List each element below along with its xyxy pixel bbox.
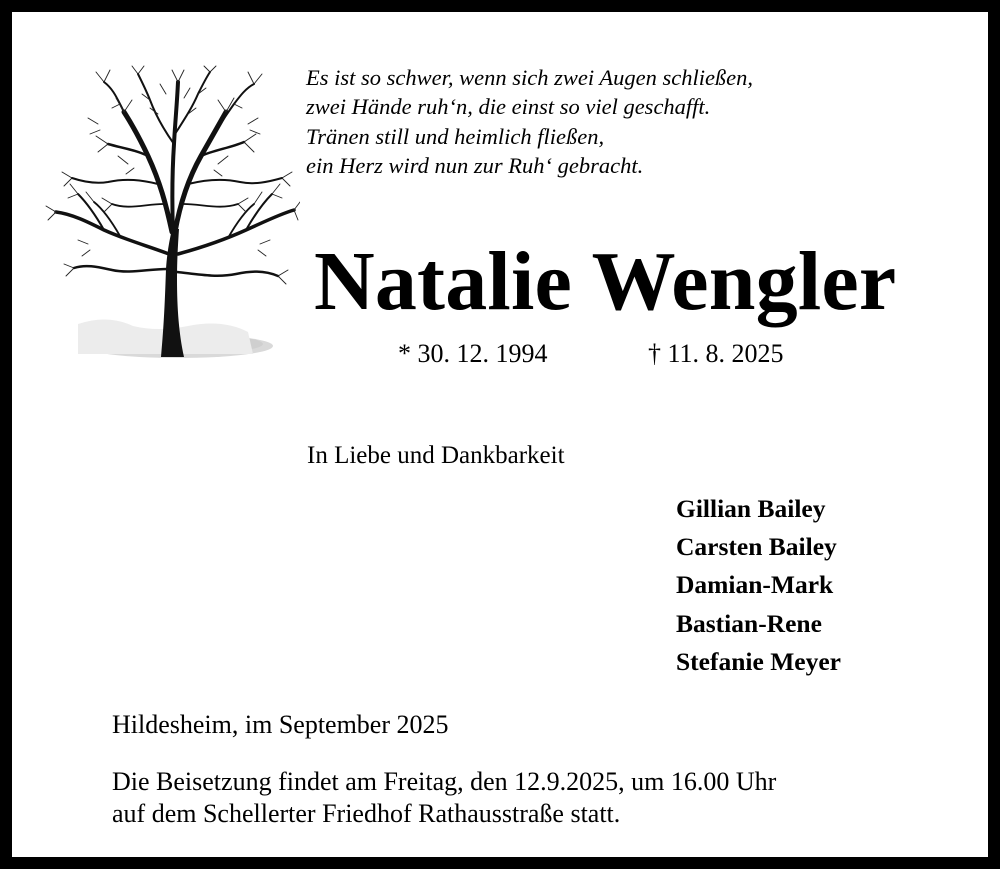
bare-tree-icon	[38, 64, 300, 364]
mourner-name: Gillian Bailey	[676, 494, 826, 523]
burial-line: Die Beisetzung findet am Freitag, den 12.9.2025, um 16.00 Uhr	[112, 767, 777, 796]
poem-line: Es ist so schwer, wenn sich zwei Augen schließen,	[306, 65, 754, 90]
mourner-name: Damian-Mark	[676, 570, 834, 600]
mourner-name: Carsten Bailey	[676, 532, 837, 562]
death-date: † 11. 8. 2025	[648, 339, 784, 368]
place-and-date: Hildesheim, im September 2025	[112, 710, 449, 739]
deceased-name: Natalie Wengler	[314, 235, 897, 328]
poem-line: Tränen still und heimlich fließen,	[306, 123, 605, 149]
burial-line: auf dem Schellerter Friedhof Rathausstraße statt.	[112, 799, 621, 828]
poem-line: ein Herz wird nun zur Ruh‘ gebracht.	[306, 152, 644, 178]
burial-notice	[112, 766, 776, 830]
birth-date: * 30. 12. 1994	[398, 339, 548, 368]
poem-line: zwei Hände ruh‘n, die einst so viel geschafft.	[306, 94, 711, 120]
dedication: In Liebe und Dankbarkeit	[307, 442, 565, 469]
poem	[306, 63, 753, 180]
mourners-list	[676, 490, 841, 681]
mourner-name: Bastian-Rene	[676, 608, 822, 638]
mourner-name: Stefanie Meyer	[676, 646, 841, 676]
